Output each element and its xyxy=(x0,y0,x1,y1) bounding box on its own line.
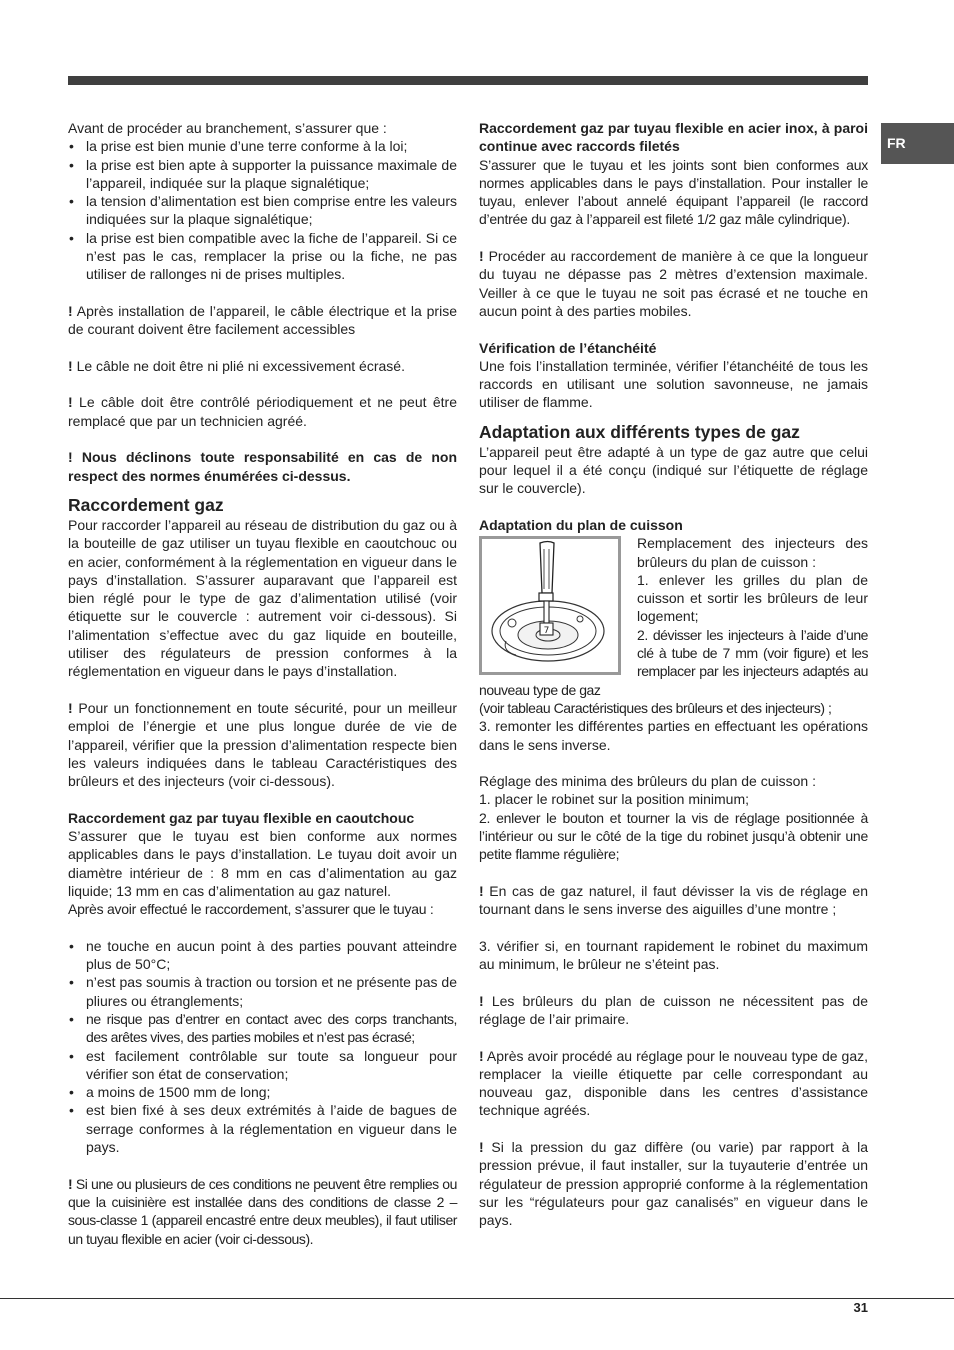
min-step-3: 3. vérifier si, en tournant rapidement le robinet du maximum au minimum, le brûleur ne s’éteint pas. xyxy=(479,937,868,973)
page-number: 31 xyxy=(853,1300,868,1315)
leak-check-text: Une fois l’installation terminée, vérifier l’étanchéité de tous les raccords en utilisant une solution savonneuse, ne jamais utiliser de flamme. xyxy=(479,357,868,411)
warning-natural-gas: ! En cas de gaz naturel, il faut dévisser la vis de réglage en tournant dans le sens inverse des aiguilles d’une montre ; xyxy=(479,882,869,918)
subsection-title-leak: Vérification de l’étanchéité xyxy=(479,339,657,356)
section-title-adaptation: Adaptation aux différents types de gaz xyxy=(479,421,800,442)
rubber-hose-text: S’assurer que le tuyau est bien conforme aux normes applicables dans le pays d’installation. Le tuyau doit avoir un diamètre intérieur de : 8 mm en cas d’alimentation au gaz liquide; 13 mm en cas d’alimentation au gaz naturel. xyxy=(68,827,457,899)
gas-connection-text: Pour raccorder l’appareil au réseau de distribution du gaz ou à la bouteille de gaz utiliser un tuyau flexible en caoutchouc ou en acier, conformément à la réglementation en vigueur dans le pays d’installation. S’assurer auparavant que l’appareil est bien réglé pour le type de gaz d’alimentation utilisé (voir étiquette sur le couvercle : autrement voir ci-dessous). Si l’alimentation s’effectue avec du gaz liquide en bouteille, utiliser des régulateurs de pression conformes à la réglementation en vigueur dans le pays d’installation. xyxy=(68,516,457,680)
left-column xyxy=(68,119,457,1248)
figure-label: 7 xyxy=(543,626,550,637)
list-item: • ne touche en aucun point à des parties pouvant atteindre plus de 50°C; xyxy=(68,937,457,974)
warning-mark: ! xyxy=(479,992,484,1009)
section-title-gas: Raccordement gaz xyxy=(68,494,224,515)
warning-mark: ! xyxy=(479,882,484,899)
electrical-checklist xyxy=(68,137,457,283)
warning-hose-length: ! Procéder au raccordement de manière à ce que la longueur du tuyau ne dépasse pas 2 mètres d’extension maximale. Veiller à ce que le tuyau ne soit pas écrasé et ne touche en aucun point à des parties mobiles. xyxy=(479,248,868,319)
warning-primary-air: ! Les brûleurs du plan de cuisson ne nécessitent pas de réglage de l’air primaire. xyxy=(479,992,868,1027)
header-bar xyxy=(68,76,868,85)
list-item: • la prise est bien apte à supporter la puissance maximale de l’appareil, indiquée sur la plaque signalétique; xyxy=(68,156,457,193)
hose-checklist xyxy=(68,937,457,1157)
language-tab: FR xyxy=(881,123,954,164)
warning-mark: ! xyxy=(479,1047,484,1064)
adaptation-text: L’appareil peut être adapté à un type de gaz autre que celui pour lequel il a été conçu (indiqué sur l’étiquette de réglage sur le couvercle). xyxy=(479,443,868,497)
min-step-2: 2. enlever le bouton et tourner la vis de réglage positionnée à l’intérieur ou sur le côté de la tige du robinet jusqu’à obtenir une petite flamme régulière; xyxy=(479,809,868,863)
list-item: • la tension d’alimentation est bien comprise entre les valeurs indiquées sur la plaque signalétique; xyxy=(68,192,457,229)
warning-mark: ! xyxy=(68,1175,73,1192)
subsection-title-steel: Raccordement gaz par tuyau flexible en acier inox, à paroi continue avec raccords filetés xyxy=(479,120,868,155)
hob-figure-block xyxy=(479,534,868,717)
list-item: • la prise est bien munie d’une terre conforme à la loi; xyxy=(68,137,457,155)
list-item: • est bien fixé à ses deux extrémités à l’aide de bagues de serrage conformes à la réglementation en vigueur dans le pays. xyxy=(68,1101,457,1156)
intro-text: Avant de procéder au branchement, s’assurer que : xyxy=(68,120,387,136)
warning-steel-hose: ! Si une ou plusieurs de ces conditions ne peuvent être remplies ou que la cuisinière est installée dans des conditions de classe 2 – sous-classe 1 (appareil encastré entre deux meubles), il faut utiliser un tuyau flexible en acier (voir ci-dessous). xyxy=(68,1175,457,1247)
hob-step-1: 1. enlever les grilles du plan de cuisson et sortir les brûleurs de leur logement; xyxy=(637,571,868,625)
list-item: • est facilement contrôlable sur toute sa longueur pour vérifier son état de conservation; xyxy=(68,1047,457,1084)
min-adjust-title: Réglage des minima des brûleurs du plan de cuisson : xyxy=(479,773,816,790)
injector-figure xyxy=(479,536,621,675)
list-item: • la prise est bien compatible avec la fiche de l’appareil. Si ce n’est pas le cas, remplacer la prise ou la fiche, ne pas utiliser de rallonges ni de prises multiples. xyxy=(68,229,457,284)
subsection-title-rubber: Raccordement gaz par tuyau flexible en caoutchouc xyxy=(68,809,415,826)
list-item: • n’est pas soumis à traction ou torsion et ne présente pas de pliures ou étranglements; xyxy=(68,973,457,1010)
warning-cable-bend: ! Le câble ne doit être ni plié ni excessivement écrasé. xyxy=(68,357,405,374)
subsection-title-hob: Adaptation du plan de cuisson xyxy=(479,516,683,533)
footer-rule xyxy=(0,1298,954,1299)
steel-hose-text: S’assurer que le tuyau et les joints sont bien conformes aux normes applicables dans le pays d’installation. Pour installer le tuyau, enlever l’about annelé équipant l’appareil (le raccord d’entrée du gaz à l’appareil est fileté 1/2 gaz mâle cylindrique). xyxy=(479,156,868,228)
warning-mark: ! xyxy=(479,1139,484,1156)
warning-pressure-regulator: ! Si la pression du gaz diffère (ou varie) par rapport à la pression prévue, il faut installer, sur la tuyauterie d’entrée un régulateur de pression approprié conforme à la réglementation sur les “régulateurs pour gaz canalisés” en vigueur dans le pays. xyxy=(479,1139,868,1229)
hob-step-3: 3. remonter les différentes parties en effectuant les opérations dans le sens inverse. xyxy=(479,718,868,753)
warning-mark: ! xyxy=(68,302,73,319)
warning-label-replace: ! Après avoir procédé au réglage pour le nouveau type de gaz, remplacer la vieille étiquette par celle correspondant au nouveau gaz, disponible dans les centres d’assistance technique agréés. xyxy=(479,1047,868,1119)
warning-mark: ! xyxy=(68,357,73,374)
warning-gas-pressure: ! Pour un fonctionnement en toute sécurité, pour un meilleur emploi de l’énergie et une plus longue durée de vie de l’appareil, vérifier que la pression d’alimentation respecte bien les valeurs indiquées dans le tableau Caractéristiques des brûleurs et des injecteurs (voir ci-dessous). xyxy=(68,699,458,790)
rubber-after-text: Après avoir effectué le raccordement, s’assurer que le tuyau : xyxy=(68,901,434,918)
warning-liability: ! Nous déclinons toute responsabilité en cas de non respect des normes énumérées ci-dessus. xyxy=(68,449,457,484)
list-item: • ne risque pas d’entrer en contact avec des corps tranchants, des arêtes vives, des parties mobiles et n’est pas écrasé; xyxy=(68,1010,457,1047)
hob-intro-text: Remplacement des injecteurs des brûleurs du plan de cuisson : xyxy=(637,535,868,570)
min-step-1: 1. placer le robinet sur la position minimum; xyxy=(479,791,750,808)
warning-mark: ! xyxy=(68,449,73,466)
right-column xyxy=(479,119,868,1230)
warning-mark: ! xyxy=(68,699,73,716)
warning-mark: ! xyxy=(479,248,484,265)
list-item: • a moins de 1500 mm de long; xyxy=(68,1083,457,1101)
hob-step-2b: (voir tableau Caractéristiques des brûleurs et des injecteurs) ; xyxy=(479,699,832,716)
warning-cable-access: ! Après installation de l’appareil, le câble électrique et la prise de courant doivent être facilement accessibles xyxy=(68,302,457,338)
wrench-burner-icon xyxy=(482,539,618,672)
warning-cable-check: ! Le câble doit être contrôlé périodiquement et ne peut être remplacé que par un technicien agréé. xyxy=(68,394,458,429)
warning-mark: ! xyxy=(68,394,73,411)
hob-step-2: 2. dévisser les injecteurs à l’aide d’une clé à tube de 7 mm (voir figure) et les remplacer par les injecteurs adaptés au nouveau type de gaz xyxy=(479,626,868,698)
